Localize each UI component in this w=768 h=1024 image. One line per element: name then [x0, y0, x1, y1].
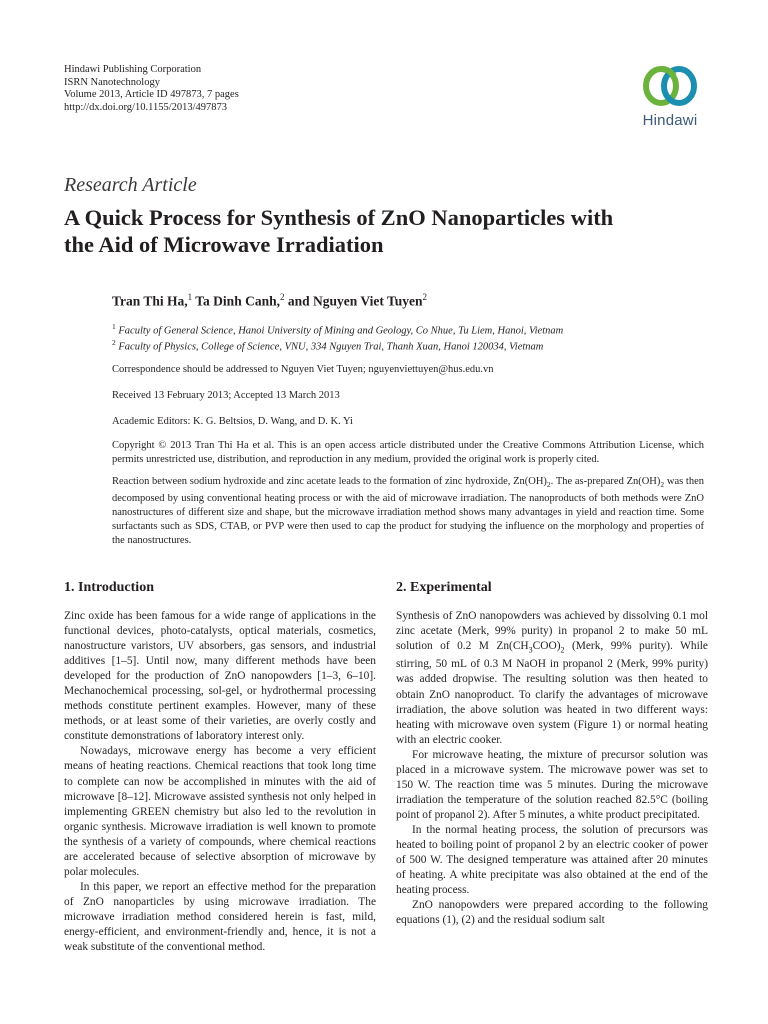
volume-info: Volume 2013, Article ID 497873, 7 pages [64, 89, 239, 100]
paragraph: ZnO nanopowders were prepared according to the following equations (1), (2) and the residual sodium salt [396, 899, 708, 927]
logo-text: Hindawi [642, 112, 698, 129]
paragraph: Nowadays, microwave energy has become a very efficient means of heating reactions. Chemical reactions that took long time to complete can now be accomplished in minutes with the aid of microwave [8–12]. Microwave assisted synthesis not only helped in implementing GREEN chemistry but also led to the revolution in organic synthesis. Microwave irradiation is well known to promote the synthesis of a variety of compounds, where chemical reactions are accelerated because of selective absorption of microwave by polar molecules. [64, 745, 376, 878]
paragraph: Zinc oxide has been famous for a wide range of applications in the functional devices, photo-catalysts, optical materials, cosmetics, nanostructure varistors, UV absorbers, gas sensors, and industrial additives [1–5]. Until now, many different methods have been developed for the production of ZnO nanopowders [1–3, 6–10]. Mechanochemical processing, sol-gel, or hydrothermal processing methods constitute pertinent examples. However, many of these methods, or at least some of their varieties, are overly costly and constitute demonstrations of laboratory interest only. [64, 610, 376, 743]
affiliation-1 [112, 322, 712, 337]
subscript: 2 [660, 480, 665, 490]
affiliation-text: Faculty of General Science, Hanoi University of Mining and Geology, Co Nhue, Tu Liem, Hanoi, Vietnam [118, 325, 564, 337]
author-name: Tran Thi Ha, [112, 293, 188, 309]
journal-header [64, 64, 464, 114]
hindawi-rings-icon [641, 62, 699, 110]
received-date: Received 13 February 2013; Accepted 13 March 2013 [112, 390, 340, 401]
abstract-text: . The as-prepared Zn(OH) [550, 476, 661, 487]
paragraph: In the normal heating process, the solution of precursors was heated to boiling point of propanol 2 by an electric cooker of power of 500 W. The designed temperature was attained after 20 minutes of heating. A white precipitate was also obtained at the end of the heating process. [396, 823, 708, 897]
experimental-body [396, 609, 708, 928]
doi-link[interactable]: http://dx.doi.org/10.1155/2013/497873 [64, 101, 228, 113]
paragraph: For microwave heating, the mixture of precursor solution was placed in a microwave system. The microwave power was set to 150 W. The reaction time was 5 minutes. During the microwave irradiation the temperature of the solution reached 82.5°C (boiling point of propanol 2). After 5 minutes, a white product precipitated. [396, 748, 708, 821]
author-sup: 2 [422, 292, 428, 302]
paper-title [64, 204, 704, 258]
subscript: 2 [560, 645, 565, 655]
author-list [112, 292, 672, 310]
author-name: and Nguyen Viet Tuyen [287, 293, 423, 309]
affiliation-2 [112, 338, 712, 353]
subscript: 3 [528, 645, 533, 655]
academic-editors: Academic Editors: K. G. Beltsios, D. Wang, and D. K. Yi [112, 416, 353, 427]
abstract [112, 475, 704, 548]
abstract-text: Reaction between sodium hydroxide and zinc acetate leads to the formation of zinc hydroxide, Zn(OH) [112, 476, 547, 487]
section-heading-experimental: 2. Experimental [396, 580, 492, 595]
publisher: Hindawi Publishing Corporation [64, 64, 202, 75]
title-line-2: the Aid of Microwave Irradiation [64, 232, 384, 257]
paragraph-text: COO) [532, 640, 561, 653]
paragraph: In this paper, we report an effective method for the preparation of ZnO nanoparticles by using microwave irradiation. The microwave irradiation method considered herein is fast, mild, energy-efficient, and environment-friendly and, hence, it is not a weak substitute of the conventional method. [64, 880, 376, 954]
affiliation-sup: 1 [112, 322, 116, 331]
article-type: Research Article [64, 174, 197, 196]
author-name: Ta Dinh Canh, [195, 293, 280, 309]
author-sup: 1 [187, 292, 193, 302]
journal-name: ISRN Nanotechnology [64, 76, 160, 88]
subscript: 2 [546, 480, 551, 490]
affiliation-text: Faculty of Physics, College of Science, VNU, 334 Nguyen Trai, Thanh Xuan, Hanoi 120034, Vietnam [118, 341, 544, 353]
introduction-body [64, 609, 376, 955]
author-sup: 2 [279, 292, 285, 302]
abstract-text: was then decomposed by using conventional heating process or with the aid of microwave irradiation. The nanoproducts of both methods were ZnO nanostructures of different size and shape, but the microwave irradiation method shows many advantages in yield and reaction time. Some surfactants such as SDS, CTAB, or PVP were then used to cap the product for studying the influence on the morphology and properties of the nanostructures. [112, 476, 704, 547]
title-line-1: A Quick Process for Synthesis of ZnO Nanoparticles with [64, 205, 614, 230]
hindawi-logo [636, 62, 704, 134]
paragraph [396, 609, 708, 748]
paragraph-text: Synthesis of ZnO nanopowders was achieved by dissolving 0.1 mol zinc acetate (Merk, 99% purity) in propanol 2 to make 50 mL solution of 0.2 M Zn(CH [396, 610, 708, 653]
copyright-notice: Copyright © 2013 Tran Thi Ha et al. This is an open access article distributed under the Creative Commons Attribution License, which permits unrestricted use, distribution, and reproduction in any medium, provided the original work is properly cited. [112, 440, 704, 465]
section-heading-introduction: 1. Introduction [64, 580, 154, 595]
affiliation-sup: 2 [112, 338, 116, 347]
paragraph-text: (Merk, 99% purity). While stirring, 50 mL of 0.3 M NaOH in propanol 2 (Merk, 99% purity) was added dropwise. The resulting solution was then heated to obtain ZnO nanoproduct. To clarify the advantages of microwave irradiation, the above solution was heated in two different ways: heating with microwave oven system (Figure 1) or normal heating with an electric cooker. [396, 640, 708, 746]
correspondence: Correspondence should be addressed to Nguyen Viet Tuyen; nguyenviettuyen@hus.edu.vn [112, 364, 494, 375]
